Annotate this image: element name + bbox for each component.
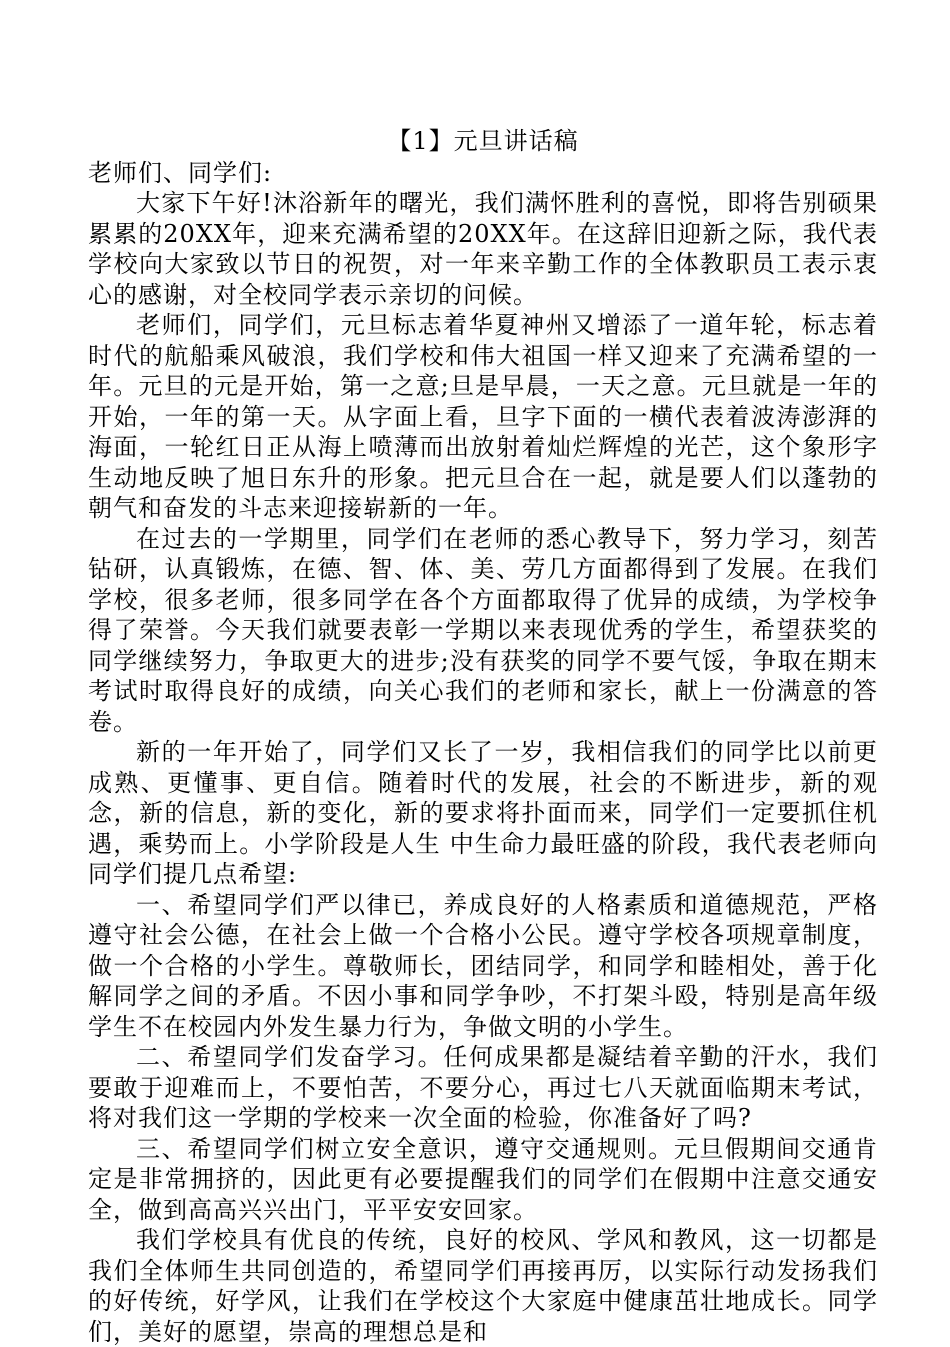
- paragraph-2: 老师们，同学们，元旦标志着华夏神州又增添了一道年轮，标志着时代的航船乘风破浪，我们学校和伟大祖国一样又迎来了充满希望的一年。元旦的元是开始，第一之意;旦是早晨，一天之意。元旦就是一年的开始，一年的第一天。从字面上看，旦字下面的一横代表着波涛澎湃的海面，一轮红日正从海上喷薄而出放射着灿烂辉煌的光芒，这个象形字生动地反映了旭日东升的形象。把元旦合在一起，就是要人们以蓬勃的朝气和奋发的斗志来迎接崭新的一年。: [88, 311, 878, 522]
- paragraph-4: 新的一年开始了，同学们又长了一岁，我相信我们的同学比以前更成熟、更懂事、更自信。随着时代的发展，社会的不断进步，新的观念，新的信息，新的变化，新的要求将扑面而来，同学们一定要抓住机遇，乘势而上。小学阶段是人生 中生命力最旺盛的阶段，我代表老师向同学们提几点希望:: [88, 738, 878, 888]
- document-page: [88, 124, 878, 1347]
- paragraph-6: 二、希望同学们发奋学习。任何成果都是凝结着辛勤的汗水，我们要敢于迎难而上，不要怕苦，不要分心，再过七八天就面临期末考试，将对我们这一学期的学校来一次全面的检验，你准备好了吗?: [88, 1043, 878, 1132]
- paragraph-7: 三、希望同学们树立安全意识，遵守交通规则。元旦假期间交通肯定是非常拥挤的，因此更有必要提醒我们的同学们在假期中注意交通安全，做到高高兴兴出门，平平安安回家。: [88, 1134, 878, 1224]
- paragraph-5: 一、希望同学们严以律已，养成良好的人格素质和道德规范，严格遵守社会公德，在社会上做一个合格小公民。遵守学校各项规章制度，做一个合格的小学生。尊敬师长，团结同学，和同学和睦相处，善于化解同学之间的矛盾。不因小事和同学争吵，不打架斗殴，特别是高年级学生不在校园内外发生暴力行为，争做文明的小学生。: [88, 890, 878, 1041]
- paragraph-1: 大家下午好!沐浴新年的曙光，我们满怀胜利的喜悦，即将告别硕果累累的20XX年，迎来充满希望的20XX年。在这辞旧迎新之际，我代表学校向大家致以节日的祝贺，对一年来辛勤工作的全体教职员工表示衷心的感谢，对全校同学表示亲切的问候。: [88, 189, 878, 309]
- document-title: 【1】元旦讲话稿: [387, 127, 579, 155]
- paragraph-8: 我们学校具有优良的传统，良好的校风、学风和教风，这一切都是我们全体师生共同创造的，希望同学们再接再厉，以实际行动发扬我们的好传统，好学风，让我们在学校这个大家庭中健康茁壮地成长。同学们，美好的愿望，崇高的理想总是和: [88, 1226, 878, 1346]
- greeting: 老师们、同学们:: [88, 159, 273, 187]
- paragraph-3: 在过去的一学期里，同学们在老师的悉心教导下，努力学习，刻苦钻研，认真锻炼，在德、智、体、美、劳几方面都得到了发展。在我们学校，很多老师，很多同学在各个方面都取得了优异的成绩，为学校争得了荣誉。今天我们就要表彰一学期以来表现优秀的学生，希望获奖的同学继续努力，争取更大的进步;没有获奖的同学不要气馁，争取在期末考试时取得良好的成绩，向关心我们的老师和家长，献上一份满意的答卷。: [88, 524, 878, 736]
